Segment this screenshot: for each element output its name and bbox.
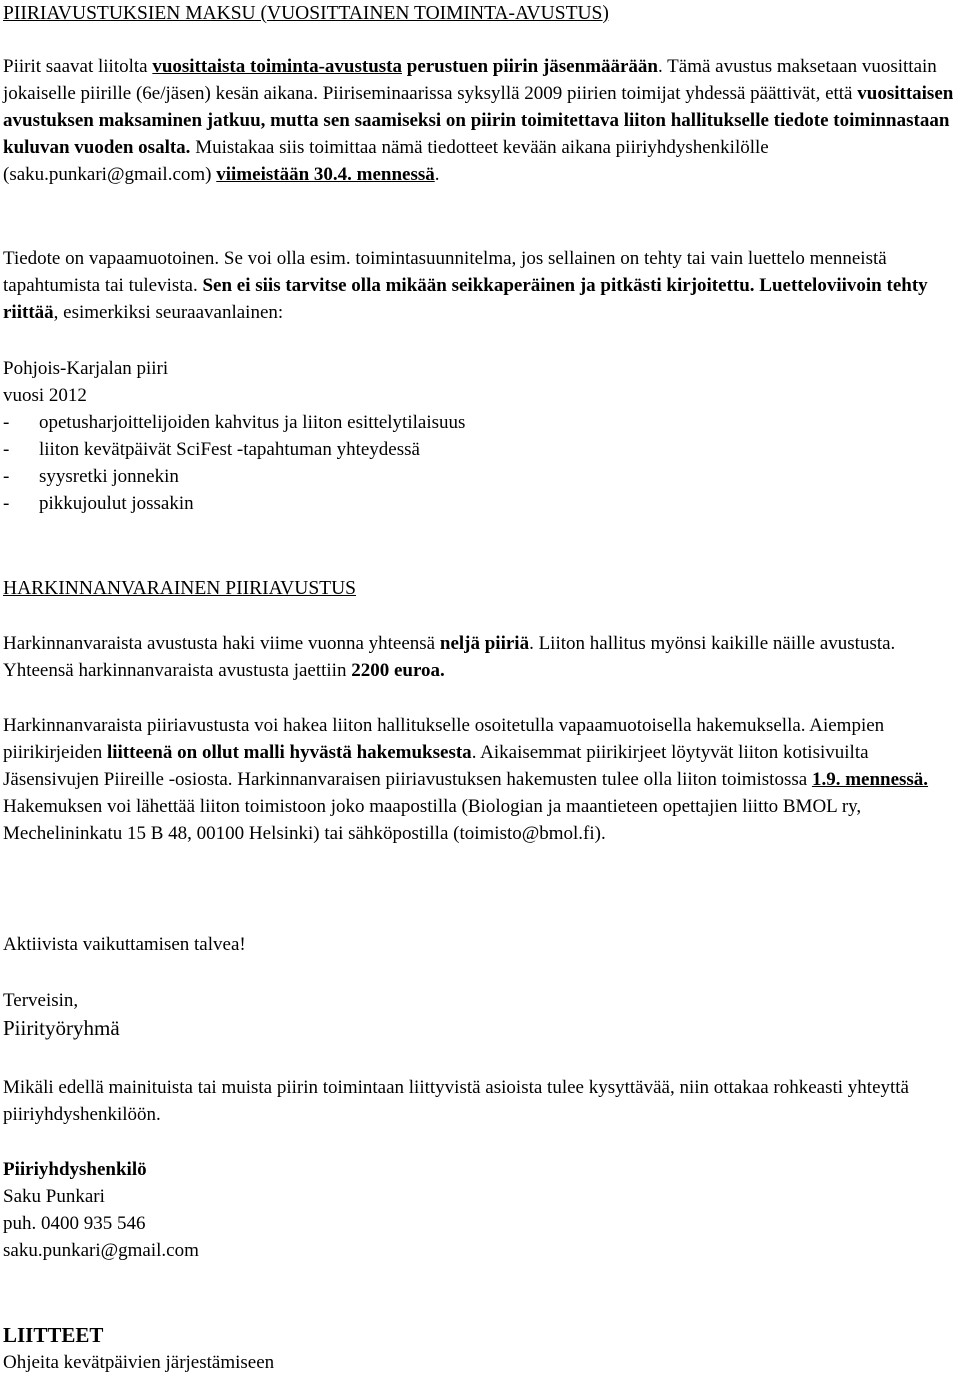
example-notice	[3, 355, 465, 517]
attachments-block	[3, 1322, 274, 1376]
contact-name: Saku Punkari	[3, 1186, 105, 1207]
contact-email: saku.punkari@gmail.com	[3, 1240, 199, 1261]
text-run: , esimerkiksi seuraavanlainen:	[53, 302, 284, 323]
text-run: Harkinnanvaraista avustusta haki viime vuonna yhteensä	[3, 633, 440, 654]
section-title-annual-grant: PIIRIAVUSTUKSIEN MAKSU (VUOSITTAINEN TOIMINTA-AVUSTUS)	[3, 3, 609, 24]
text-run: vuosittaisen avustuksen maksaminen jatkuu, mutta sen saamiseksi on piirin toimitettava liiton hallitukselle tiedote toiminnastaan kuluvan vuoden osalta.	[3, 83, 954, 158]
text-run: Sen ei siis tarvitse olla mikään seikkaperäinen ja pitkästi kirjoitettu.	[202, 275, 755, 296]
attachments-title: LIITTEET	[3, 1323, 104, 1347]
list-item-text: pikkujoulut jossakin	[39, 493, 194, 514]
contact-note: Mikäli edellä mainituista tai muista piirin toimintaan liittyvistä asioista tulee kysyttävää, niin ottakaa rohkeasti yhteyttä piiriyhdyshenkilöön.	[3, 1077, 909, 1125]
list-item	[3, 436, 465, 463]
text-run: 2200 euroa.	[351, 660, 445, 681]
notice-format-paragraph	[3, 245, 957, 326]
closing-greeting: Aktiivista vaikuttamisen talvea!	[3, 934, 246, 955]
list-dash: -	[3, 466, 10, 487]
text-run: . Aikaisemmat piirikirjeet löytyvät liiton kotisivuilta Jäsensivujen Piireille -osiosta. Harkinnanvaraisen piiriavustuksen hakemusten tulee olla liiton toimistossa	[3, 742, 869, 790]
text-run: . Liiton hallitus myönsi kaikille näille avustusta. Yhteensä harkinnanvaraista avustusta jaettiin	[3, 633, 896, 681]
text-run: Muistakaa siis toimittaa nämä tiedotteet kevään aikana piiriyhdyshenkilölle (saku.punkari@gmail.com)	[3, 137, 769, 185]
text-run: Tiedote on vapaamuotoinen. Se voi olla esim. toimintasuunnitelma, jos sellainen on tehty tai vain luettelo menneistä tapahtumista tai tulevista.	[3, 248, 887, 296]
list-dash: -	[3, 412, 10, 433]
discretionary-grant-application-info	[3, 712, 957, 847]
text-run: Luetteloviivoin tehty riittää	[3, 275, 928, 323]
contact-phone: puh. 0400 935 546	[3, 1213, 146, 1234]
contact-block	[3, 1156, 199, 1264]
text-run: Hakemuksen voi lähettää liiton toimistoon joko maapostilla (Biologian ja maantieteen opettajien liitto BMOL ry, Mechelininkatu 15 B 48, 00100 Helsinki) tai sähköpostilla (toimisto@bmol.fi).	[3, 796, 862, 844]
text-run: 1.9. mennessä.	[811, 769, 929, 790]
contact-title: Piiriyhdyshenkilö	[3, 1159, 147, 1180]
section-title-discretionary-grant: HARKINNANVARAINEN PIIRIAVUSTUS	[3, 578, 357, 599]
discretionary-grant-summary	[3, 630, 957, 684]
text-run: perustuen piirin jäsenmäärään	[406, 56, 658, 77]
list-item	[3, 463, 465, 490]
text-run: .	[434, 164, 440, 185]
list-item-text: syysretki jonnekin	[39, 466, 179, 487]
list-item	[3, 490, 465, 517]
attachment-item: Ohjeita kevätpäivien järjestämiseen	[3, 1352, 275, 1373]
text-run: . Tämä avustus maksetaan vuosittain jokaiselle piirille (6e/jäsen) kesän aikana. Piiriseminaarissa syksyllä 2009 piirien toimijat yhdessä päättivät, että	[3, 56, 937, 104]
text-run: Harkinnanvaraista piiriavustusta voi hakea liiton hallitukselle osoitetulla vapaamuotoisella hakemuksella. Aiempien piirikirjeiden	[3, 715, 885, 763]
list-item-text: liiton kevätpäivät SciFest -tapahtuman yhteydessä	[39, 439, 420, 460]
closing-regards: Terveisin,	[3, 990, 79, 1011]
list-item-text: opetusharjoittelijoiden kahvitus ja liiton esittelytilaisuus	[39, 412, 466, 433]
text-run: Piirit saavat liitolta	[3, 56, 153, 77]
text-run: neljä piiriä	[439, 633, 530, 654]
closing-signature: Piirityöryhmä	[3, 1016, 120, 1040]
text-run: liitteenä on ollut malli hyvästä hakemuksesta	[106, 742, 472, 763]
example-year: vuosi 2012	[3, 385, 87, 406]
example-activity-list	[3, 409, 465, 517]
list-dash: -	[3, 439, 10, 460]
example-district-name: Pohjois-Karjalan piiri	[3, 358, 169, 379]
annual-grant-paragraph	[3, 53, 957, 188]
list-dash: -	[3, 493, 10, 514]
list-item	[3, 409, 465, 436]
attachments-list	[3, 1349, 274, 1376]
text-run: vuosittaista toiminta-avustusta	[152, 56, 402, 77]
text-run: viimeistään 30.4. mennessä	[216, 164, 435, 185]
